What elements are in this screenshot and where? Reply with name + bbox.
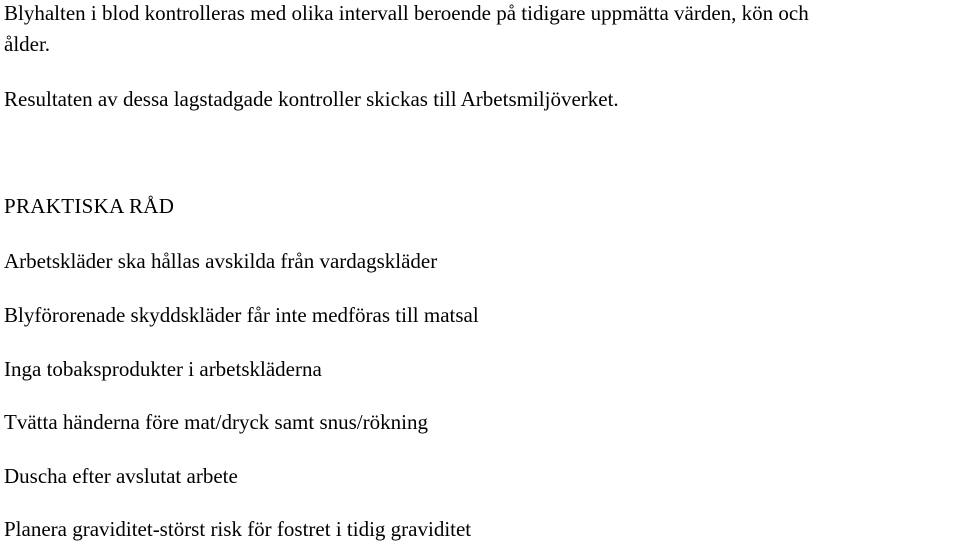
intro-text-line-2: ålder.: [4, 32, 51, 56]
advice-item: Planera graviditet-störst risk för fostret i tidig graviditet: [4, 517, 472, 541]
advice-item: Arbetskläder ska hållas avskilda från vardagskläder: [4, 249, 438, 273]
results-paragraph: Resultaten av dessa lagstadgade kontroller skickas till Arbetsmiljöverket.: [4, 87, 619, 111]
intro-text-line-1: Blyhalten i blod kontrolleras med olika intervall beroende på tidigare uppmätta värden, kön och: [4, 1, 809, 25]
advice-item: Inga tobaksprodukter i arbetskläderna: [4, 357, 322, 381]
advice-item: Tvätta händerna före mat/dryck samt snus/rökning: [4, 410, 428, 434]
section-heading: PRAKTISKA RÅD: [4, 194, 175, 218]
advice-item: Blyförorenade skyddskläder får inte medföras till matsal: [4, 303, 479, 327]
advice-item: Duscha efter avslutat arbete: [4, 464, 238, 488]
